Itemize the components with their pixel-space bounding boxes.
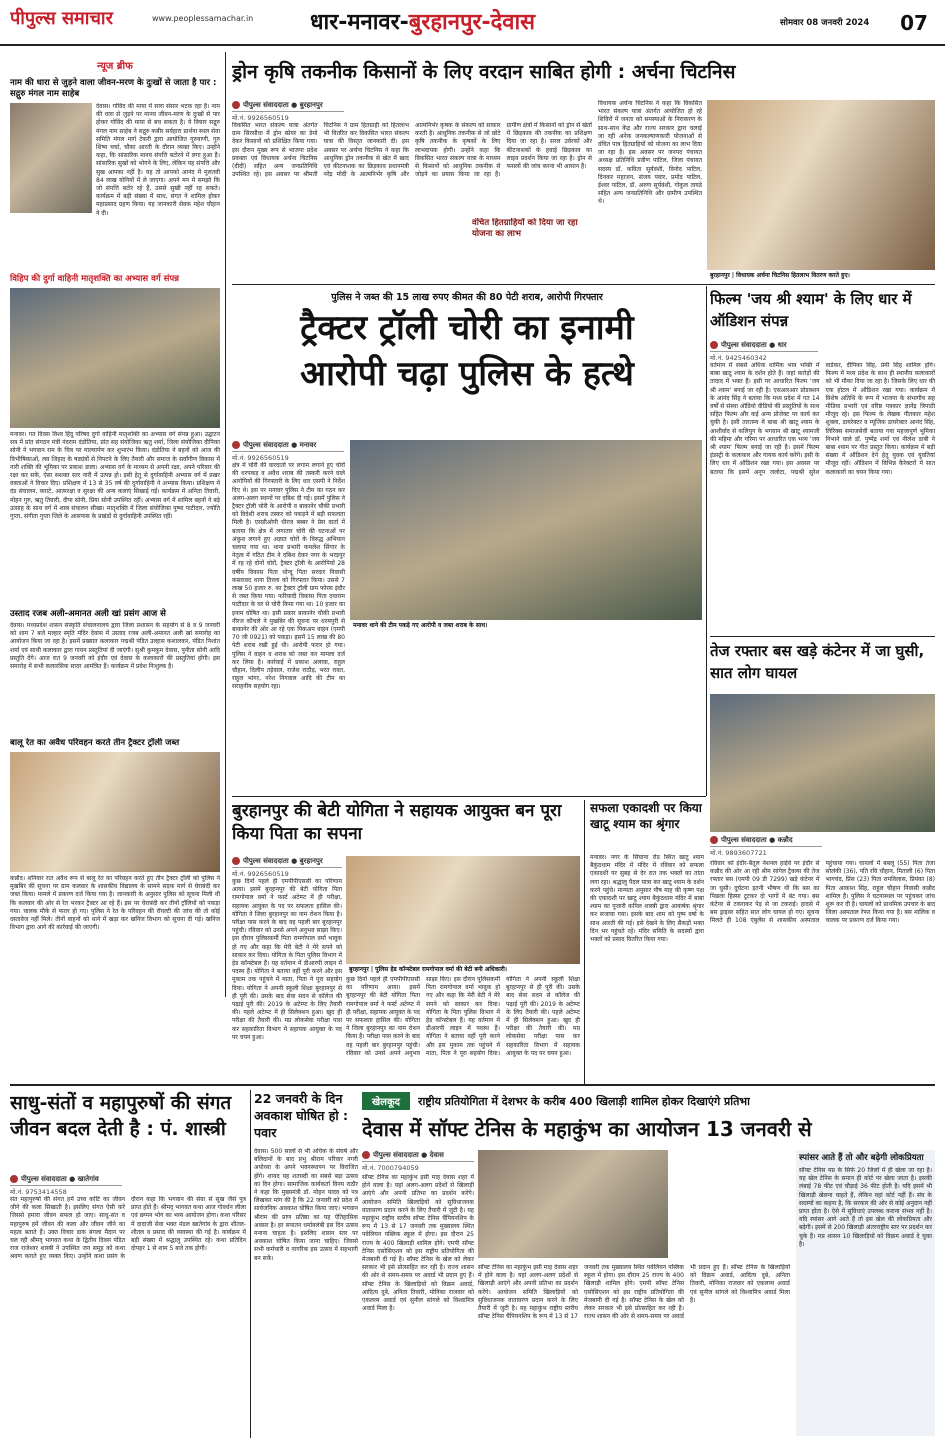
tennis-kicker: राष्ट्रीय प्रतियोगिता में देशभर के करीब 400 खिलाड़ी शामिल होकर दिखाएंगे प्रतिभा [417, 1094, 750, 1108]
holiday-headline: 22 जनवरी के दिन अवकाश घोषित हो : पवार [254, 1091, 348, 1140]
drone-body: विकसित भारत संकल्प यात्रा अंतर्गत ग्राम सिरसौधा में ड्रोन स्प्रेयर का डेमो देकर किसानों को प्रशिक्षित किया गया। इस दौरान मुख्य रूप से भाजपा प्रदेश प्रवक्ता एवं विधायक अर्चना चिटनिस (दीदी) सहित अन्य जनप्रतिनिधि उपस्थित रहे। इस अवसर पर श्रीमती चिटनिस ने ग्राम हितग्राही को हितलाभ भी वितरित कर विकसित भारत संकल्प यात्रा की विस्तृत जानकारी दी। इस अवसर पर अर्चना चिटनिस ने कहा कि आधुनिक ड्रोन तकनीक से खेत में खाद एवं कीटनाशक का छिड़काव प्रधानमंत्री नरेंद्र मोदी के आत्मनिर्भर कृषि और आत्मनिर्भर कृषक के संकल्प को साकार करती है। आधुनिक तकनीक से जो छोटे कृषि तकनीक के कृषकों के लिए लाभदायक होगी। उन्होंने कहा कि विकसित भारत संकल्प यात्रा के माध्यम से किसानों को आधुनिक तकनीक से जोड़ने का प्रयास किया जा रहा है। ग्रामीण क्षेत्रों में किसानों को ड्रोन से खेतों में छिड़काव की तकनीक का प्रशिक्षण दिया जा रहा है। सरल उर्वरकों और कीटनाशकों के हवाई छिड़काव का लाइव प्रदर्शन किया जा रहा है। ड्रोन से फसलों की जांच करना भी आसान है। [232, 122, 592, 179]
divider-mid-v [706, 286, 707, 796]
bus-story [710, 640, 935, 1080]
page-number: 07 [900, 11, 928, 35]
bus-body: रविवार को इंदौर-बैतूल नेशनल हाईवे पर इंदौर से कन्नौद की ओर आ रही श्रीम सांगेल ट्रैवल्स की तेज रफ्तार बस (एमपी 09 डी 7299) खड़े कंटेनर में जा घुसी। दुर्घटना इतनी भीषण थी कि बस का पिछला हिस्सा टूटकर दो भागों में बंट गया। बस कंटेनर से टकराकर पेड़ से जा टकराई। हादसे में बस ड्राइवर सहित सात लोग घायल हो गए। सूचना मिलते ही 108 एंबुलेंस से शासकीय अस्पताल पहुंचाया गया। घायलों में बबलू (55) पिता तेजा सोलंकी (36), पति रवि चौहान, मिताली (6) पिता भागचंद, प्रिंस (23) पिता रामविलास, प्रियंका (8) पिता आकाश सिंह, राहुल चौहान निवासी कन्नौद शामिल हैं। पुलिस ने घटनास्थल पर पहुंचकर जांच शुरू कर दी है। घायलों को प्राथमिक उपचार के बाद जिला अस्पताल रेफर किया गया है। बस मालिक व चालक पर प्रकरण दर्ज किया गया। [710, 860, 935, 925]
issue-date: सोमवार 08 जनवरी 2024 [780, 18, 870, 28]
brief-item3-title: उस्ताद रजब अली-अमानत अली खां प्रसंग आज से [10, 609, 166, 619]
tractor-kicker: पुलिस ने जब्त की 15 लाख रुपए कीमत की 80 पेटी शराब, आरोपी गिरफ्तार [331, 292, 603, 303]
tennis-mobile: मो.नं. 7000794059 [362, 1164, 419, 1172]
drone-text-block [232, 100, 702, 280]
yogita-photo-caption: बुरहानपुर | पुलिस हेड कॉन्स्टेबल रामगोपाल वर्मा की बेटी बनी अधिकारी। [346, 964, 580, 974]
yogita-mobile: मो.नं. 9926560519 [232, 870, 289, 878]
divider-mid-h [232, 796, 706, 797]
divider-left [225, 52, 226, 997]
tennis-headline: देवास में सॉफ्ट टेनिस के महाकुंभ का आयोजन 13 जनवरी से [362, 1117, 812, 1141]
brief-item3-body: देवास। मध्यप्रदेश शासन संस्कृति संचालनालय द्वारा जिला प्रशासन के सहयोग से 8 व 9 जनवरी को शाम 7 बजे मल्हार स्मृति मंदिर देवास में उस्ताद रजब अली-अमानत अली खां समारोह का आयोजन किया जा रहा है। इसमें प्रख्यात कलाकार पद्मश्री पंडित उल्हास कशालकर, पंडित निशांत शर्मा एवं साथी कलाकार द्वारा गायन प्रस्तुतियां दी जाएंगी। सुश्री कुमकुम देवास, पुनीता सोनी आदि प्रस्तुति देंगे। आज रात 9 जनवरी को इंदौर एवं देवास के कलाकारों की प्रस्तुतियां होंगी। इस समारोह में सभी कलारसिक सादर आमंत्रित हैं। कार्यक्रम में प्रवेश निःशुल्क है। [10, 622, 220, 671]
drone-photo-caption: बुरहानपुर | विधायक अर्चना चिटनिस हितलाभ वितरण करते हुए। [707, 270, 935, 280]
sadhu-mobile: मो.नं. 9753414558 [10, 1188, 67, 1196]
tennis-sidebar-title: स्पांसर आते हैं तो और बढ़ेगी लोकप्रियता [799, 1153, 924, 1163]
sadhu-body: संत महापुरुषों की संगत हमें उच्च कोटि का जीवन जीने की कला सिखाती है। इसलिए संगत ऐसी करें जिससे हमारा जीवन सफल हो जाए। साधु-संत व महापुरुष हमें जीवन की कला और जीवन जीने का महत्व बताते हैं। उक्त विचार डाक बंगला मैदान पर चल रही श्रीमद् भागवत कथा के द्वितीय दिवस पंडित राज राजेश्वर शास्त्री ने उपस्थित जन समूह को कथा श्रवण कराते हुए व्यक्त किए। उन्होंने कथा प्रसंग के दौरान कहा कि भगवान की सेवा से सुख जैसे पुत्र प्राप्त होते हैं। श्रीमद् भागवत कथा आज गोवर्धन लीला एवं छप्पन भोग का भव्य आयोजन होगा। कथा परिसर में दादाजी सेवा भक्त मंडल खातेगांव के द्वारा शीतल-शीतल व प्रसाद की व्यवस्था की गई है। कार्यक्रम में बड़ी संख्या में श्रद्धालु उपस्थित रहे। कथा प्रतिदिन दोपहर 1 से शाम 5 बजे तक होगी। [10, 1196, 246, 1261]
tennis-sidebar [796, 1150, 935, 1436]
yogita-headline: बुरहानपुर की बेटी योगिता ने सहायक आयुक्त बन पूरा किया पिता का सपना [232, 801, 562, 844]
drone-photo [707, 100, 935, 270]
brief-item1-body: देवास। गोविंद की माया में सारा संसार भटक रहा है। नाम की धारा से जुड़ने पर मानव जीवन-मरण के दुःखों से पार होकर गोविंद की माया से बच सकता है। ये विचार सद्गुरु मंगल नाम साहेब ने सद्गुरु कबीर सर्वहारा प्रार्थना स्थल सेवा समिति मंगल मार्ग टेकरी द्वारा आयोजित गुरुवाणी, गुरु शिष्य चर्चा, चौका आरती के दौरान व्यक्त किए। उन्होंने कहा, कि सांसारिक मानव संपत्ति बटोरने में लगा हुआ है। सांसारिक सुखों को भोगने के लिए, लेकिन यह संपत्ति और सुख आपका नहीं है। यह तो आपको आनंद में मुलतवी 84 लाख योनियों में ले जाएगा। अपने मन में समझो कि जो संपत्ति बटोर रहे हैं, उससे सुखी नहीं रह सकते। कार्यक्रम में बड़ी संख्या में साध, संगत ने शामिल होकर महाप्रसाद ग्रहण किया। यह जानकारी सेवक महेश चौहान ने दी। [96, 103, 220, 217]
divider-film-bus [710, 636, 935, 637]
section-title [310, 6, 630, 38]
sadhu-byline: पीपुल्स संवाददाता ● खातेगांव [10, 1174, 122, 1186]
film-headline: फिल्म 'जय श्री श्याम' के लिए धार में ऑडिशन संपन्न [710, 290, 912, 330]
sadhu-headline: साधु-संतों व महापुरुषों की संगत जीवन बदल देती है : पं. शास्त्री [10, 1092, 232, 1140]
film-byline: पीपुल्स संवाददाता ● धार [710, 340, 818, 352]
drone-story [232, 52, 935, 282]
logo [10, 6, 158, 36]
tractor-body: क्षेत्र में चोरी की वारदातों पर लगाम लगाने हुए चोरों की धरपकड़ व अवैध शराब की तस्करी करने वाले आरोपियों की गिरफ्तारी के लिए धार एसपी ने निर्देश दिए थे। इस पर मनावर पुलिस ने टीम का गठन कर अलग-अलग स्थानों पर दबिश दी गई। इसमें पुलिस ने ट्रैक्टर ट्रॉली चोरी के आरोपी व बाकानेर चौकी प्रभारी को विदेशी शराब तस्कर को पकड़ने में बड़ी सफलता मिली है। एसडीओपी धीरज बब्बर ने प्रेस वार्ता में बताया कि क्षेत्र में लगातार चोरी की घटनाओं पर अंकुश लगाने हुए अज्ञात चोरों के विरुद्ध अभियान चलाया गया था। थाना प्रभारी कमलेश सिंगार के नेतृत्व में गठित टीम ने दबिश देकर नगर के भरड़पुर में रह रहे दोनों चोरों, ट्रैक्टर ट्रॉली के आरोपियों 28 वर्षीय विकास पिता धोन्दू पिता सरदार निवासी कसरावद थाना तिरला को गिरफ्तार किया। उससे 7 लाख 50 हजार रु. का ट्रैक्टर ट्रॉली ग्राम फोरस इंदौर से जब्त किया गया। फरियादी विकास पिता दयाराम पाटीदार के घर से चोरी किया गया था। 10 हजार का इनाम घोषित था। इसी प्रकार बाकानेर चौकी प्रभारी नीरज कौचले ने मुखबिर की सूचना पर धरमपुरी से बाकानेर की ओर आ रहे एक पिकअप वाहन (एमपी 70 जी 0921) को पकड़ा। इसमें 15 लाख की 80 पेटी शराब रखी हुई थी। आरोपी फरार हो गया। पुलिस ने वाहन व शराब को जब्त कर मामला दर्ज कर लिया है। कार्रवाई में प्रकाश अलावा, राहुल चौहान, दिलीप तड़ेवाल, राजेश राठौड़, भरत रावत, राहुल भांगर, नरेश निगवाल आदि की टीम का सराहनीय सहयोग रहा। [232, 462, 345, 691]
divider-bottom-v1 [250, 1090, 251, 1438]
yogita-byline: पीपुल्स संवाददाता ● बुरहानपुर [232, 856, 342, 868]
tennis-sidebar-body: सॉफ्ट टेनिस मप्र के सिर्फ 20 जिलों में ही खेला जा रहा है। यह खेल टेनिस के समान ही कोर्ट पर खेला जाता है। इसकी लंबाई 78 फीट एवं चौड़ाई 36 फीट होती है। यदि इसमें भी खिलाड़ी खेलना चाहते हैं, लेकिन वहां कोर्ट नहीं हैं। संघ के सदस्यों का कहना है, कि सरकार की ओर से कोई अनुदान नहीं प्राप्त होता है। ऐसे में सुविधाएं उपलब्ध कराना संभव नहीं है। यदि स्पांसर आगे आते हैं तो इस खेल की लोकप्रियता और बढ़ेगी। इसमें से 200 खिलाड़ी अंतरराष्ट्रीय स्तर पर प्रदर्शन कर चुके हैं। मप्र शासन 10 खिलाड़ियों को विक्रम अवार्ड दे चुका है। [799, 1167, 932, 1248]
bus-headline: तेज रफ्तार बस खड़े कंटेनर में जा घुसी, सात लोग घायल [710, 642, 925, 682]
tractor-mobile: मो.नं. 9926560519 [232, 454, 289, 462]
yogita-body-cont: कुछ दिनों पहले ही एमपीपीएससी का परिणाम आया। इसमें बुरहानपुर की बेटी योगिता पिता रामगोपाल वर्मा ने फर्स्ट अटेम्प्ट में ही परीक्षा, सहायक आयुक्त के पद पर सफलता हासिल की। योगिता ने जिला बुरहानपुर का नाम रोशन किया है। परीक्षा पास करने के बाद वह पहली बार बुरहानपुर पहुंची। रविवार को उनसे अपने अनुभव साझा किए। इस दौरान पुलिसकर्मी पिता रामगोपाल वर्मा भावुक हो गए और कहा कि मेरी बेटी ने मेरे सपने को साकार कर दिया। योगिता के पिता पुलिस विभाग में हेड कॉन्स्टेबल हैं। यह वर्तमान में डीआरपी लाइन में पदस्थ हैं। योगिता ने बताया वहीं पूरी करने और इस मुकाम तक पहुंचने में माता, पिता ने पूरा सहयोग दिया। योगिता ने अपनी स्कूली शिक्षा बुरहानपुर से ही पूरी की। उसके बाद सेवा सदन से कॉलेज की पढ़ाई पूरी की। 2019 के अटेम्प्ट के लिए तैयारी की। पहले अटेम्प्ट में ही सिलेक्शन हुआ। खुद ही परीक्षा की तैयारी की। मप्र लोकसेवा परीक्षा पास कर सहकारिता विभाग में सहायक आयुक्त के पद पर चयन हुआ। [346, 976, 580, 1057]
brief-item4-photo [10, 752, 220, 872]
divider-yogita-ekadashi [584, 800, 585, 1084]
brief-item2-photo [10, 288, 220, 428]
section-title-part2: बुरहानपुर-देवास [408, 10, 536, 35]
brief-item2-title: विहिप की दुर्गा वाहिनी मातृशक्ति का अभ्यास वर्ग संपन्न [10, 274, 180, 284]
sports-badge: खेलकूद [362, 1092, 410, 1110]
bus-photo [710, 694, 935, 832]
drone-headline: ड्रोन कृषि तकनीक किसानों के लिए वरदान साबित होगी : अर्चना चिटनिस [232, 61, 736, 83]
drone-mobile: मो.नं. 9926560519 [232, 114, 289, 122]
tennis-body-col1: सॉफ्ट टेनिस का महाकुंभ इसी माह देवास शहर में होने वाला है। यहां अलग-अलग प्रदेशों से खिलाड़ी आएंगे और अपनी प्रतिभा का प्रदर्शन करेंगे। आयोजन समिति खिलाड़ियों को सुविधाजनक वातावरण प्रदान करने के लिए तैयारी में जुटी है। यह महाकुंभ राष्ट्रीय स्तरीय सॉफ्ट टेनिस चैंपियनशिप के रूप में 13 से 17 जनवरी तक मुख्यालय स्थित पवेलियन पब्लिक स्कूल में होगा। इस दौरान 25 राज्य के 400 खिलाड़ी शामिल होंगे। एमपी सॉफ्ट टेनिस एसोसिएशन को इस राष्ट्रीय प्रतियोगिता की मेजबानी दी गई है। सॉफ्ट टेनिस के खेल को लेकर सरकार भी इसे प्रोत्साहित कर रही है। राज्य शासन की ओर से समय-समय पर अवार्ड भी प्रदान हुए हैं। सॉफ्ट टेनिस के खिलाड़ियों को विक्रम अवार्ड, आदित्य दुबे, अनिता तिवारी, मोनिका राजवार को एकलव्य अवार्ड एवं सुनील सांगले को विश्वामित्र अवार्ड मिला है। [362, 1174, 474, 1313]
film-body: वर्तमान में सबसे अधिक धार्मिक भाव भक्ति में बाबा खाटू श्याम के दर्शन होते हैं। जहां करोड़ों की तादाद में भक्त हैं। इसी पर आधारित फिल्म 'जय श्री श्याम' बनाई जा रही है। एसआरआर प्रोडक्शन के आनंद सिंह ने बताया कि मध्य प्रदेश में गत 14 वर्षों से संस्था ऑडियो वीडियो की प्रस्तुतियों के साथ सहित फिल्म और कई अन्य प्रोजेक्ट पर कार्य कर चुकी है। इसी तारतम्य में बाबा श्री खाटू श्याम के आशीर्वाद से कलियुग के भगवान श्री खाटू श्यामजी की महिमा और गरिमा पर आधारित एक भव्य 'जय श्री श्याम' फिल्म बनाई जा रही है। इसमें फिल्म इंडस्ट्री के कलाकार और गायक कार्य करेंगे। इसी के लिए धार में ऑडिशन रखा गया। इस अवसर पर बताया कि इसमें अनूप जलोटा, पद्मश्री सुरेश वाडेकर, दीपिका सिंह, प्रेमी सिंह शामिल होंगे। फिल्म में मध्य प्रदेश के साथ ही स्थानीय कलाकारों को भी मौका दिया जा रहा है। जिसके लिए धार की एक होटल में ऑडिशन रखा गया। कार्यक्रम में विशेष अतिथि के रूप में भाजपा के संभागीय सह मीडिया प्रभारी एवं वरिष्ठ पत्रकार ज्ञानेंद्र त्रिपाठी मौजूद रहे। इस फिल्म के लेखक गीतकार महेश शुक्ला, डायरेक्टर व म्यूजिक डायरेक्टर आनंद सिंह, लिरिक्स समाजसेवी बताया गया महत्त्वपूर्ण भूमिका निभाने वाले डॉ. पुष्पेंद्र शर्मा एवं नीलेश डाबी ने बाबा श्याम पर गीत प्रस्तुत किया। कार्यक्रम में बड़ी संख्या में ऑडिशन देने हेतु युवक एवं युवतियां मौजूद रहीं। ऑडिशन में विभिन्न कैरेक्टरों में सात कलाकारों का चयन किया गया। [710, 362, 935, 476]
tractor-byline: पीपुल्स संवाददाता ● मनावर [232, 440, 344, 452]
brief-item2-body: मनावर। गत दिवस विश्व हिंदू परिषद दुर्गा वाहिनी मातृशक्ति का अभ्यास वर्ग संपन्न हुआ। उद्घाटन सत्र में प्रांत संगठन मंत्री नंदराम दंडोतिया, प्रांत सह संयोजिका ऋतु शर्मा, जिला संयोजिका दीपिका सोनी ने भगवान राम के चित्र पर माल्यार्पण कर शुभारंभ किया। दंडोतिया ने बहनों को आज की विभीषिकाओं, लव जिहाद के षड्यंत्रों से निपटने के लिए तैयारी और समाज के सर्वांगीण विकास में नारी शक्ति की भूमिका पर प्रकाश डाला। अभ्यास वर्ग के माध्यम से अपनी रक्षा, अपने परिवार की रक्षा कर सकें, ऐसा सशक्त स्तर नारी में उत्पन्न हो। इसी हेतु से दुर्गावाहिनी अभ्यास वर्ग में प्रखर वक्ताओं ने विचार दिए। प्रशिक्षण में 13 से 35 वर्ष की दुर्गावाहिनी ने अभ्यास किया। प्रशिक्षण में दंड संचालन, कराटे, आत्मरक्षा व सुरक्षा की अन्य कलाएं सिखाई गईं। कार्यक्रम में अनिता तिवारी, मोहन गुरु, ऋतु तिवारी, दीपा सोनी, प्रिया सोनी उपस्थित रहीं। अभ्यास वर्ग में शामिल बहनों ने बड़े उत्साह के साथ वर्ग में शस्त्र संचालन सीखा। मातृशक्ति में जिला संयोजिका पुष्पा पाटीदार, ज्योति गुप्ता, संगीता गुप्ता जिले के आसपास के प्रखंडों से दुर्गावाहिनी उपस्थित रहीं। [10, 431, 220, 521]
tractor-story [232, 288, 702, 746]
drone-body2: विधायक अर्चना चिटनिस ने कहा कि विकसित भारत संकल्प यात्रा अंतर्गत आयोजित हो रहे शिविरों में जनता को समस्याओं के निराकरण के साथ-साथ केंद्र और राज्य सरकार द्वारा चलाई जा रही अनेक जनकल्याणकारी योजनाओं से वंचित पात्र हितग्राहियों को योजना का लाभ दिया जा रहा है। इस अवसर पर जनपद पंचायत अध्यक्ष प्रतिनिधि प्रवीण पाटिल, जिला पंचायत सदस्य डॉ. कविता सूर्यवंशी, विनोद पाटिल, दिनकर महाजन, संजय पवार, प्रमोद पाटिल, ईश्वर पाटिल, डॉ. अरुण सूर्यवंशी, गोकुल तायडे सहित अन्य जनप्रतिनिधि और ग्रामीण उपस्थित थे। [598, 100, 702, 206]
divider-top [232, 284, 935, 285]
tennis-photo [478, 1150, 668, 1258]
brief-item4-title: बालू रेत का अवैध परिवहन करते तीन ट्रैक्टर ट्रॉली जब्त [10, 738, 180, 748]
bus-mobile: मो.नं. 9893607721 [710, 849, 767, 857]
logo-text: पीपुल्स समाचार [10, 8, 113, 29]
sadhu-story [10, 1090, 246, 1438]
tractor-headline-line1: ट्रैक्टर ट्रॉली चोरी का इनामी [300, 308, 634, 348]
tennis-byline: पीपुल्स संवाददाता ● देवास [362, 1150, 474, 1162]
brief-item1-title: नाम की धारा से जुड़ने वाला जीवन-मरण के दुःखों से जाता है पार : सद्गुरु मंगल नाम साहेब [10, 78, 217, 99]
brief-item1-photo [10, 103, 92, 213]
yogita-body: कुछ दिनों पहले ही एमपीपीएससी का परिणाम आया। इसमें बुरहानपुर की बेटी योगिता पिता रामगोपाल वर्मा ने फर्स्ट अटेम्प्ट में ही परीक्षा, सहायक आयुक्त के पद पर सफलता हासिल की। योगिता ने जिला बुरहानपुर का नाम रोशन किया है। परीक्षा पास करने के बाद वह पहली बार बुरहानपुर पहुंची। रविवार को उनसे अपने अनुभव साझा किए। इस दौरान पुलिसकर्मी पिता रामगोपाल वर्मा भावुक हो गए और कहा कि मेरी बेटी ने मेरे सपने को साकार कर दिया। योगिता के पिता पुलिस विभाग में हेड कॉन्स्टेबल हैं। यह वर्तमान में डीआरपी लाइन में पदस्थ हैं। योगिता ने बताया वहीं पूरी करने और इस मुकाम तक पहुंचने में माता, पिता ने पूरा सहयोग दिया। योगिता ने अपनी स्कूली शिक्षा बुरहानपुर से ही पूरी की। उसके बाद सेवा सदन से कॉलेज की पढ़ाई पूरी की। 2019 के अटेम्प्ट के लिए तैयारी की। पहले अटेम्प्ट में ही सिलेक्शन हुआ। खुद ही परीक्षा की तैयारी की। मप्र लोकसेवा परीक्षा पास कर सहकारिता विभाग में सहायक आयुक्त के पद पर चयन हुआ। [232, 878, 342, 1041]
holiday-body: देवास। 500 सालों से भी अधिक के संघर्ष और बलिदानों के बाद प्रभु श्रीराम परिवार नगरी अयोध्या के अपने भवनस्थापन पर विराजित होंगे। शायद यह शताब्दी का सबसे बड़ा उत्सव का दिन होगा। सामाजिक कार्यकर्ता विनय राठौर ने कहा कि मुख्यमंत्री डॉ. मोहन यादव को पत्र लिखकर मांग की है कि 22 जनवरी को प्रदेश में सार्वजनिक अवकाश घोषित किया जाए। भगवान श्रीराम की प्राण प्रतिष्ठा का यह ऐतिहासिक अवसर है। हर सनातन धर्मावलंबी इस दिन उत्सव मनाना चाहता है। इसलिए शासन स्तर पर अवकाश घोषित किया जाना चाहिए। जिससे सभी कर्मचारी व नागरिक इस उत्सव में सहभागी बन सकें। [254, 1148, 358, 1262]
news-brief-label: न्यूज ब्रीफ [97, 61, 133, 72]
drone-subhead: वंचित हितग्राहियों को दिया जा रहा योजना का लाभ [472, 218, 592, 240]
drone-byline: पीपुल्स संवाददाता ● बुरहानपुर [232, 100, 344, 112]
ekadashi-story [590, 800, 704, 1082]
tennis-body: सॉफ्ट टेनिस का महाकुंभ इसी माह देवास शहर में होने वाला है। यहां अलग-अलग प्रदेशों से खिलाड़ी आएंगे और अपनी प्रतिभा का प्रदर्शन करेंगे। आयोजन समिति खिलाड़ियों को सुविधाजनक वातावरण प्रदान करने के लिए तैयारी में जुटी है। यह महाकुंभ राष्ट्रीय स्तरीय सॉफ्ट टेनिस चैंपियनशिप के रूप में 13 से 17 जनवरी तक मुख्यालय स्थित पवेलियन पब्लिक स्कूल में होगा। इस दौरान 25 राज्य के 400 खिलाड़ी शामिल होंगे। एमपी सॉफ्ट टेनिस एसोसिएशन को इस राष्ट्रीय प्रतियोगिता की मेजबानी दी गई है। सॉफ्ट टेनिस के खेल को लेकर सरकार भी इसे प्रोत्साहित कर रही है। राज्य शासन की ओर से समय-समय पर अवार्ड भी प्रदान हुए हैं। सॉफ्ट टेनिस के खिलाड़ियों को विक्रम अवार्ड, आदित्य दुबे, अनिता तिवारी, मोनिका राजवार को एकलव्य अवार्ड एवं सुनील सांगले को विश्वामित्र अवार्ड मिला है। [478, 1264, 790, 1321]
divider-bottom [10, 1084, 935, 1086]
tractor-photo-caption: मनावर थाने की टीम पकड़े गए आरोपी व जब्त शराब के साथ। [350, 620, 702, 630]
tractor-headline-line2: आरोपी चढ़ा पुलिस के हत्थे [300, 354, 634, 394]
yogita-photo [346, 856, 580, 964]
ekadashi-headline: सफला एकादशी पर किया खाटू श्याम का श्रृंगार [590, 801, 702, 831]
film-mobile: मो.नं. 9425460342 [710, 354, 767, 362]
masthead [0, 0, 945, 46]
film-story [710, 288, 935, 634]
yogita-story [232, 800, 580, 1082]
brief-item4 [10, 738, 220, 990]
section-title-part1: धार-मनावर- [310, 10, 409, 35]
website: www.peoplessamachar.in [152, 14, 254, 23]
ekadashi-body: मनावर। नगर के सिंघाना रोड स्थित खाटू श्याम बैकुंठधाम मंदिर में मंदिर में रविवार को सफला एकादशी पर सुबह से देर रात तक भक्तों का तांता लगा रहा। श्रद्धालु पैदल यात्रा कर खाटू श्याम के दर्शन करने पहुंचे। मान्यता अनुसार पौष माह की कृष्ण पक्ष की एकादशी पर खाटू श्याम बैकुंठधाम मंदिर में बाबा श्याम का पुजारी कपिल शास्त्री द्वारा आकर्षक श्रृंगार कर सजाया गया। इसके बाद शाम को पुष्प वर्षा के साथ आरती की गई। इसे देखने के लिए सैकड़ों भक्त दिन भर पहुंचते रहे। मंदिर समिति के सदस्यों द्वारा भक्तों को प्रसाद वितरित किया गया। [590, 854, 704, 944]
brief-item4-body: कन्नौद। शनिवार रात अवैध रूप से बालू रेत का परिवहन करते हुए तीन ट्रैक्टर ट्रॉली को पुलिस ने मुखबिर की सूचना पर ग्राम कलवार के शासकीय विद्यालय के सामने सड़क मार्ग से घेराबंदी कर जब्त किया। मामले में प्रकरण दर्ज किया गया है। जानकारी के अनुसार पुलिस को सूचना मिली थी कि कलवार की ओर से रेत भरकर ट्रैक्टर आ रहे हैं। इस पर घेराबंदी कर तीनों ट्रॉलियों को पकड़ा गया। चालक मौके से फरार हो गए। पुलिस ने रेत के परिवहन की रॉयल्टी की जांच की तो कोई दस्तावेज नहीं मिले। तीनों वाहनों को थाने में खड़ा कर खनिज विभाग को सूचना दी गई। खनिज विभाग द्वारा आगे की कार्रवाई की जाएगी। [10, 875, 220, 932]
holiday-story [254, 1090, 358, 1438]
tennis-story [362, 1090, 935, 1438]
bus-byline: पीपुल्स संवाददाता ● कन्नौद [710, 835, 822, 847]
